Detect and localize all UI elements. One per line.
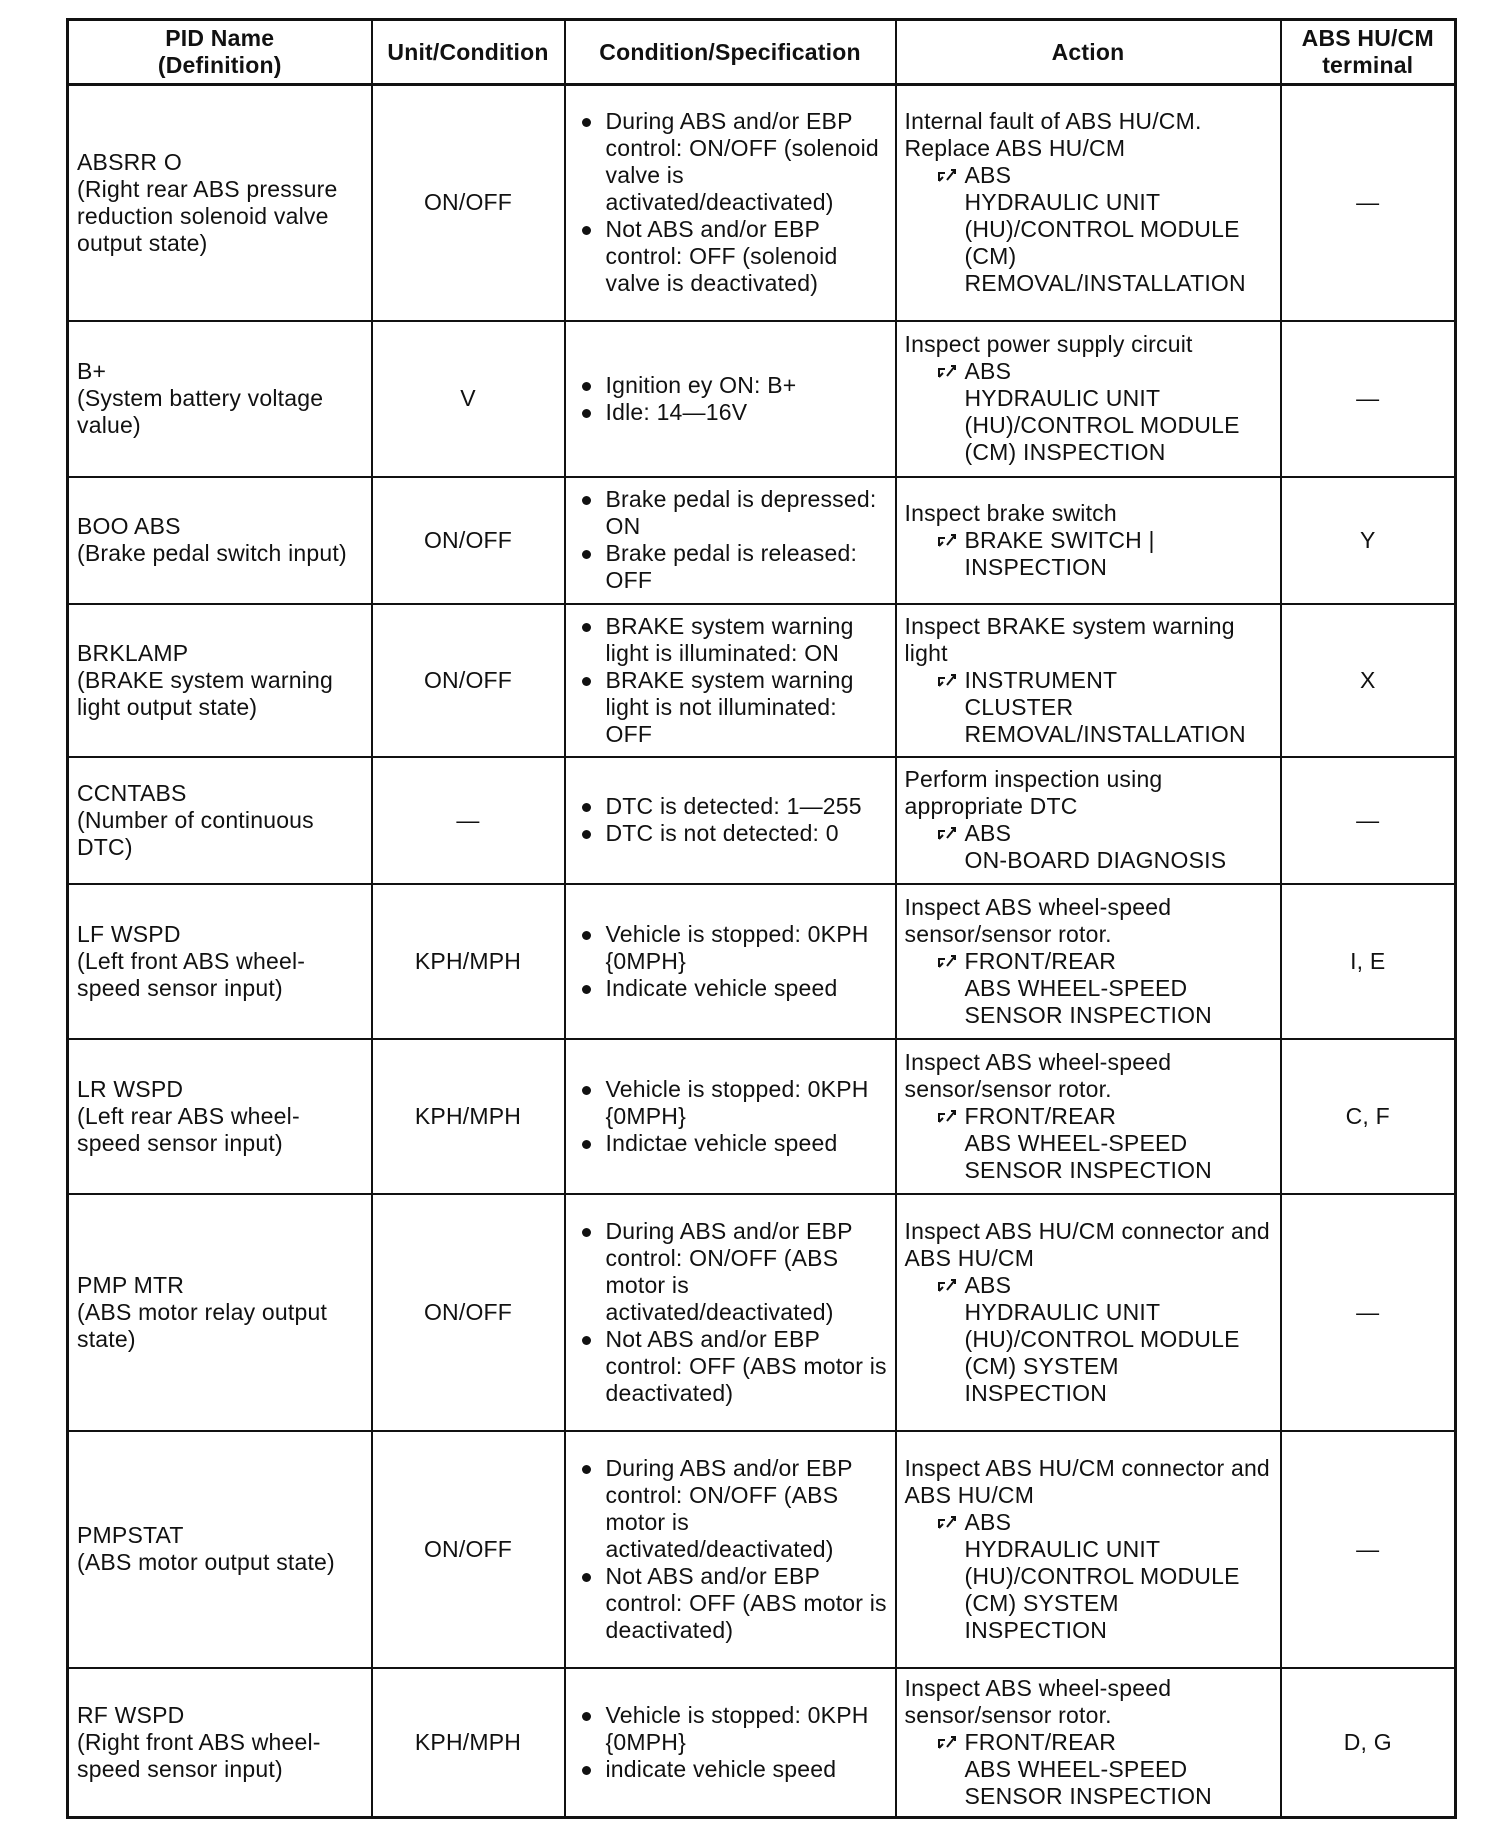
bullet-icon [582, 409, 591, 418]
reference-detail: CLUSTER REMOVAL/INSTALLATION [964, 693, 1246, 747]
spec-item [570, 1130, 889, 1157]
spec-item [570, 486, 889, 540]
pid-definition: (Right front ABS wheel-speed sensor input) [77, 1728, 321, 1782]
pid-name: BOO ABS [77, 513, 181, 539]
terminal-value: I, E [1350, 947, 1386, 974]
table-row [68, 884, 1456, 1039]
reference-title: FRONT/REAR [964, 1728, 1116, 1755]
pid-definition: (ABS motor output state) [77, 1549, 335, 1575]
reference-arrow-icon [937, 824, 959, 842]
spec-list [570, 921, 889, 1002]
unit-value: — [456, 806, 480, 833]
reference-title: ABS [964, 1271, 1012, 1298]
bullet-icon [582, 1573, 591, 1582]
bullet-icon [582, 830, 591, 839]
terminal-value: — [1356, 806, 1380, 833]
table-row [68, 85, 1456, 321]
pid-name: PMPSTAT [77, 1522, 184, 1548]
unit-cell [372, 884, 565, 1039]
spec-text: During ABS and/or EBP control: ON/OFF (ABS motor is activated/deactivated) [605, 1454, 853, 1562]
spec-item [570, 216, 889, 297]
action-cell [896, 1668, 1281, 1818]
unit-cell [372, 477, 565, 604]
action-text: Perform inspection using appropriate DTC [904, 766, 1163, 819]
action-reference [905, 527, 1272, 581]
header-pid-name-label: PID Name (Definition) [157, 25, 282, 78]
table-row [68, 1668, 1456, 1818]
spec-list [570, 372, 889, 426]
terminal-value: — [1356, 385, 1380, 411]
reference-detail: HYDRAULIC UNIT (HU)/CONTROL MODULE (CM) INSPECTION [964, 385, 1240, 465]
action-reference [905, 1272, 1272, 1407]
action-cell [896, 884, 1281, 1039]
terminal-value: — [1356, 189, 1380, 216]
terminal-cell [1281, 604, 1456, 757]
unit-cell [372, 1431, 565, 1668]
spec-list [570, 486, 889, 594]
bullet-icon [582, 1228, 591, 1237]
unit-value: ON/OFF [423, 1298, 513, 1325]
reference-title: FRONT/REAR [964, 947, 1116, 974]
action-text: Inspect BRAKE system warning light [904, 612, 1235, 666]
pid-cell [68, 757, 372, 884]
spec-text: DTC is detected: 1—255 [605, 793, 862, 819]
action-text: Inspect power supply circuit [904, 331, 1193, 357]
bullet-icon [582, 623, 591, 632]
header-pid-name [68, 20, 372, 85]
unit-value: KPH/MPH [414, 1102, 522, 1129]
terminal-cell [1281, 321, 1456, 477]
terminal-value: C, F [1345, 1102, 1390, 1129]
terminal-cell [1281, 85, 1456, 321]
reference-title: ABS [964, 1508, 1012, 1535]
unit-cell [372, 1194, 565, 1431]
reference-arrow-icon [937, 1733, 959, 1751]
spec-item [570, 1326, 889, 1407]
spec-item [570, 1702, 889, 1756]
table-row [68, 1194, 1456, 1431]
action-reference [905, 667, 1272, 748]
spec-item [570, 1563, 889, 1644]
reference-detail: HYDRAULIC UNIT (HU)/CONTROL MODULE (CM) SYSTEM INSPECTION [964, 1535, 1240, 1643]
spec-item [570, 1218, 889, 1326]
spec-text: indicate vehicle speed [605, 1755, 837, 1782]
spec-item [570, 1455, 889, 1563]
spec-cell [565, 757, 896, 884]
bullet-icon [582, 1712, 591, 1721]
action-cell [896, 321, 1281, 477]
action-reference [905, 162, 1272, 297]
spec-text: Not ABS and/or EBP control: OFF (solenoid valve is deactivated) [605, 216, 838, 297]
action-reference [905, 948, 1272, 1029]
pid-cell [68, 477, 372, 604]
action-cell [896, 1431, 1281, 1668]
spec-cell [565, 1431, 896, 1668]
terminal-cell [1281, 477, 1456, 604]
action-text: Inspect ABS wheel-speed sensor/sensor rotor. [904, 893, 1172, 947]
spec-text: Indictae vehicle speed [605, 1129, 838, 1156]
spec-text: BRAKE system warning light is illuminated: ON [605, 612, 854, 666]
unit-cell [372, 85, 565, 321]
action-cell [896, 477, 1281, 604]
reference-arrow-icon [937, 1513, 959, 1531]
document-page [66, 18, 1454, 1819]
terminal-value: — [1356, 1535, 1380, 1562]
reference-detail: ABS WHEEL-SPEED SENSOR INSPECTION [964, 1129, 1212, 1183]
unit-value: ON/OFF [423, 189, 513, 216]
reference-arrow-icon [937, 952, 959, 970]
table-row [68, 321, 1456, 477]
reference-title: ABS [964, 162, 1012, 189]
action-text: Inspect ABS HU/CM connector and ABS HU/CM [904, 1454, 1270, 1508]
terminal-cell [1281, 1431, 1456, 1668]
spec-list [570, 1218, 889, 1407]
action-text: Internal fault of ABS HU/CM. Replace ABS HU/CM [904, 108, 1202, 162]
table-row [68, 1431, 1456, 1668]
terminal-value: X [1359, 666, 1376, 693]
terminal-cell [1281, 757, 1456, 884]
action-text: Inspect ABS HU/CM connector and ABS HU/CM [904, 1217, 1270, 1271]
spec-list [570, 793, 889, 847]
spec-text: Idle: 14—16V [605, 398, 748, 425]
spec-cell [565, 321, 896, 477]
action-cell [896, 604, 1281, 757]
pid-cell [68, 1431, 372, 1668]
pid-name: CCNTABS [77, 779, 187, 806]
spec-cell [565, 1194, 896, 1431]
terminal-cell [1281, 1668, 1456, 1818]
unit-value: V [460, 385, 476, 411]
table-row [68, 1039, 1456, 1194]
bullet-icon [582, 931, 591, 940]
reference-detail: ABS WHEEL-SPEED SENSOR INSPECTION [964, 1755, 1212, 1809]
pid-name: B+ [77, 358, 107, 384]
terminal-cell [1281, 1194, 1456, 1431]
bullet-icon [582, 677, 591, 686]
pid-definition: (BRAKE system warning light output state) [77, 666, 333, 720]
action-reference [905, 358, 1272, 466]
spec-item [570, 921, 889, 975]
pid-definition: (Brake pedal switch input) [77, 540, 347, 566]
header-terminal [1281, 20, 1456, 85]
action-cell [896, 757, 1281, 884]
pid-cell [68, 1039, 372, 1194]
reference-title: ABS [964, 820, 1012, 846]
spec-item [570, 820, 889, 847]
reference-title: FRONT/REAR [964, 1102, 1116, 1129]
reference-title: ABS [964, 358, 1012, 384]
spec-list [570, 108, 889, 297]
header-unit [372, 20, 565, 85]
terminal-value: D, G [1343, 1728, 1392, 1755]
reference-title: INSTRUMENT [964, 666, 1118, 693]
spec-cell [565, 884, 896, 1039]
reference-arrow-icon [937, 362, 959, 380]
pid-name: LR WSPD [77, 1075, 184, 1102]
pid-name: RF WSPD [77, 1701, 185, 1728]
bullet-icon [582, 1336, 591, 1345]
pid-definition: (System battery voltage value) [77, 385, 324, 438]
spec-item [570, 540, 889, 594]
unit-value: ON/OFF [423, 1535, 513, 1562]
spec-text: Not ABS and/or EBP control: OFF (ABS motor is deactivated) [605, 1325, 887, 1406]
spec-text: Ignition ey ON: B+ [605, 371, 797, 398]
pid-definition: (Number of continuous DTC) [77, 806, 314, 860]
spec-text: Vehicle is stopped: 0KPH {0MPH} [605, 920, 869, 974]
terminal-cell [1281, 1039, 1456, 1194]
bullet-icon [582, 382, 591, 391]
unit-value: ON/OFF [423, 526, 513, 553]
spec-item [570, 975, 889, 1002]
pid-cell [68, 321, 372, 477]
spec-item [570, 399, 889, 426]
spec-cell [565, 1039, 896, 1194]
bullet-icon [582, 118, 591, 127]
action-cell [896, 1039, 1281, 1194]
reference-arrow-icon [937, 166, 959, 184]
reference-detail: INSPECTION [964, 553, 1108, 580]
reference-arrow-icon [937, 671, 959, 689]
reference-title: BRAKE SWITCH | [964, 526, 1155, 553]
spec-cell [565, 604, 896, 757]
terminal-value: Y [1359, 526, 1376, 553]
pid-cell [68, 1668, 372, 1818]
terminal-cell [1281, 884, 1456, 1039]
spec-list [570, 1076, 889, 1157]
table-row [68, 757, 1456, 884]
reference-detail: ON-BOARD DIAGNOSIS [964, 847, 1227, 873]
action-text: Inspect brake switch [904, 499, 1117, 526]
spec-item [570, 793, 889, 820]
pid-cell [68, 604, 372, 757]
action-text: Inspect ABS wheel-speed sensor/sensor rotor. [904, 1674, 1172, 1728]
unit-cell [372, 757, 565, 884]
table-header-row [68, 20, 1456, 85]
action-cell [896, 1194, 1281, 1431]
pid-name: PMP MTR [77, 1271, 185, 1298]
unit-cell [372, 604, 565, 757]
reference-detail: HYDRAULIC UNIT (HU)/CONTROL MODULE (CM) REMOVAL/INSTALLATION [964, 189, 1246, 297]
header-terminal-label: ABS HU/CM terminal [1301, 25, 1434, 78]
bullet-icon [582, 1766, 591, 1775]
spec-list [570, 1455, 889, 1644]
spec-item [570, 372, 889, 399]
action-reference [905, 1103, 1272, 1184]
unit-value: KPH/MPH [414, 947, 522, 974]
header-action-label: Action [1051, 38, 1125, 65]
spec-cell [565, 85, 896, 321]
action-reference [905, 1509, 1272, 1644]
bullet-icon [582, 496, 591, 505]
bullet-icon [582, 1086, 591, 1095]
action-text: Inspect ABS wheel-speed sensor/sensor rotor. [904, 1048, 1172, 1102]
pid-name: ABSRR O [77, 148, 182, 175]
spec-list [570, 613, 889, 748]
spec-item [570, 108, 889, 216]
spec-text: Brake pedal is released: OFF [605, 540, 858, 593]
header-action [896, 20, 1281, 85]
header-unit-label: Unit/Condition [387, 38, 549, 65]
spec-text: Not ABS and/or EBP control: OFF (ABS motor is deactivated) [605, 1562, 887, 1643]
spec-cell [565, 477, 896, 604]
table-row [68, 604, 1456, 757]
bullet-icon [582, 985, 591, 994]
spec-text: DTC is not detected: 0 [605, 820, 839, 846]
reference-arrow-icon [937, 1107, 959, 1125]
action-reference [905, 820, 1272, 874]
spec-text: BRAKE system warning light is not illuminated: OFF [605, 666, 854, 747]
header-spec [565, 20, 896, 85]
unit-cell [372, 1668, 565, 1818]
spec-item [570, 613, 889, 667]
action-cell [896, 85, 1281, 321]
terminal-value: — [1356, 1298, 1380, 1325]
bullet-icon [582, 803, 591, 812]
unit-cell [372, 321, 565, 477]
bullet-icon [582, 1140, 591, 1149]
bullet-icon [582, 226, 591, 235]
action-reference [905, 1729, 1272, 1810]
pid-cell [68, 1194, 372, 1431]
pid-definition: (Right rear ABS pressure reduction solenoid valve output state) [77, 175, 338, 256]
bullet-icon [582, 1465, 591, 1474]
bullet-icon [582, 550, 591, 559]
spec-item [570, 1756, 889, 1783]
table-row [68, 477, 1456, 604]
spec-text: Indicate vehicle speed [605, 974, 838, 1001]
spec-text: Vehicle is stopped: 0KPH {0MPH} [605, 1701, 869, 1755]
pid-cell [68, 884, 372, 1039]
pid-definition: (Left front ABS wheel-speed sensor input) [77, 947, 306, 1001]
header-spec-label: Condition/Specification [599, 38, 861, 65]
pid-cell [68, 85, 372, 321]
unit-value: ON/OFF [423, 666, 513, 693]
spec-cell [565, 1668, 896, 1818]
spec-text: Vehicle is stopped: 0KPH {0MPH} [605, 1075, 869, 1129]
spec-list [570, 1702, 889, 1783]
spec-text: Brake pedal is depressed: ON [605, 486, 877, 539]
spec-item [570, 1076, 889, 1130]
spec-text: During ABS and/or EBP control: ON/OFF (ABS motor is activated/deactivated) [605, 1217, 853, 1325]
pid-table [66, 18, 1457, 1819]
spec-text: During ABS and/or EBP control: ON/OFF (solenoid valve is activated/deactivated) [605, 108, 879, 216]
unit-value: KPH/MPH [414, 1728, 522, 1755]
reference-detail: HYDRAULIC UNIT (HU)/CONTROL MODULE (CM) SYSTEM INSPECTION [964, 1298, 1240, 1406]
reference-arrow-icon [937, 1276, 959, 1294]
pid-name: BRKLAMP [77, 639, 189, 666]
reference-arrow-icon [937, 531, 959, 549]
pid-definition: (ABS motor relay output state) [77, 1298, 328, 1352]
spec-item [570, 667, 889, 748]
pid-name: LF WSPD [77, 920, 181, 947]
reference-detail: ABS WHEEL-SPEED SENSOR INSPECTION [964, 974, 1212, 1028]
unit-cell [372, 1039, 565, 1194]
pid-definition: (Left rear ABS wheel-speed sensor input) [77, 1102, 300, 1156]
